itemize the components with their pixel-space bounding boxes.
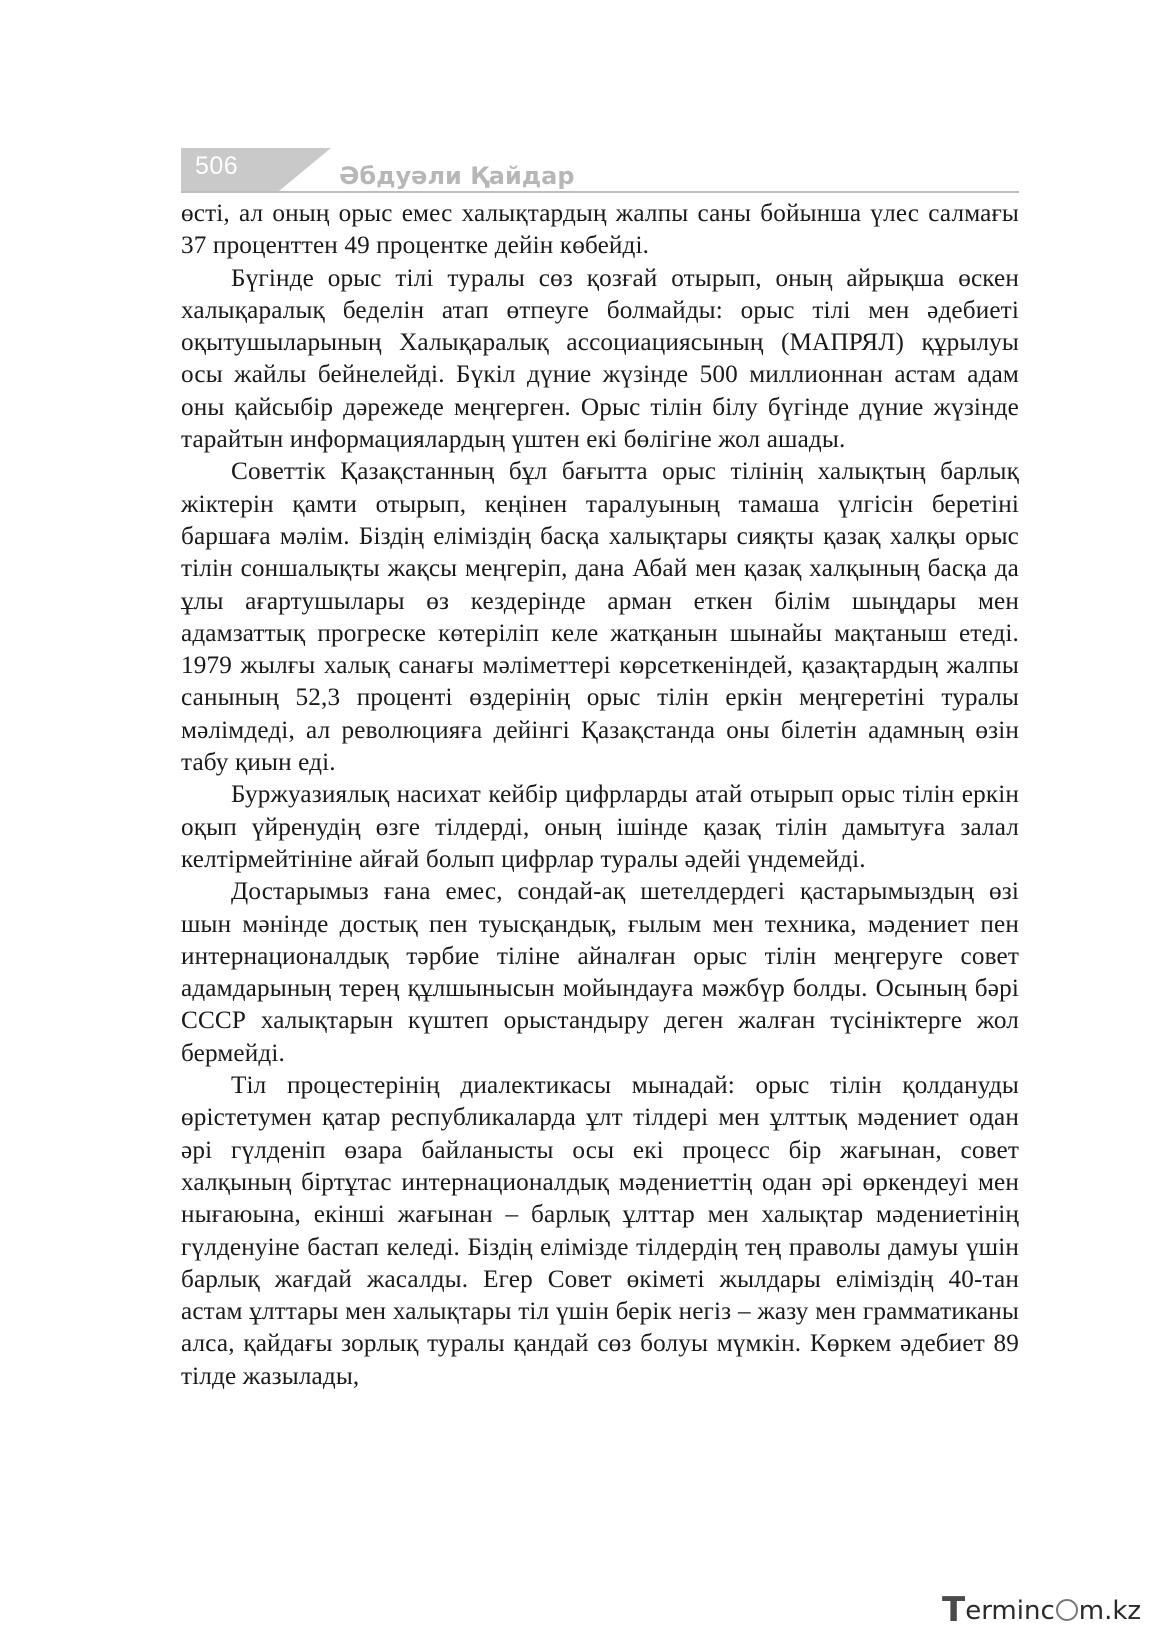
watermark-text-part2: m.kz [1078, 1596, 1142, 1626]
paragraph: өсті, ал оның орыс емес халықтардың жалпы саны бойынша үлес салмағы 37 проценттен 49 процентке дейін көбейді. [181, 200, 1019, 260]
body-text [181, 198, 1019, 1393]
header-rule [181, 191, 1019, 193]
watermark-initial: T [942, 1590, 966, 1630]
paragraph: Советтік Қазақстанның бұл бағытта орыс тілінің халықтың барлық жіктерін қамти отырып, кеңінен таралуының тамаша үлгісін беретіні баршаға мәлім. Біздің еліміздің басқа халықтары сияқты қазақ халқы орыс тілін соншалықты жақсы меңгеріп, дана Абай мен қазақ халқының басқа да ұлы ағартушылары өз кездерінде арман еткен білім шыңдары мен адамзаттық прогреске көтеріліп келе жатқанын шынайы мақтаныш етеді. 1979 жылғы халық санағы мәліметтері көрсеткеніндей, қазақтардың жалпы санының 52,3 проценті өздерінің орыс тілін еркін меңгеретіні туралы мәлімдеді, ал революцияға дейінгі Қазақстанда оны білетін адамның өзін табу қиын еді. [181, 458, 1019, 777]
paragraph: Тіл процестерінің диалектикасы мынадай: орыс тілін қолдануды өрістетумен қатар республикаларда ұлт тілдері мен ұлттық мәдениет одан әрі гүлденіп өзара байланысты осы екі процесс бір жағынан, совет халқының біртұтас интернационалдық мәдениеттің одан әрі өркендеуі мен нығаюына, екінші жағынан – барлық ұлттар мен халықтар мәдениетінің гүлденуіне бастап келеді. Біздің елімізде тілдердің тең праволы дамуы үшін барлық жағдай жасалды. Егер Совет өкіметі жылдары еліміздің 40-тан астам ұлттары мен халықтары тіл үшін берік негіз – жазу мен грамматиканы алса, қайдағы зорлық туралы қандай сөз болуы мүмкін. Көркем әдебиет 89 тілде жазылады, [181, 1072, 1019, 1390]
termincom-watermark [942, 1588, 1142, 1628]
paragraph: Буржуазиялық насихат кейбір цифрларды атай отырып орыс тілін еркін оқып үйренудің өзге тілдерді, оның ішінде қазақ тілін дамытуға залал келтірмейтініне айғай болып цифрлар туралы әдейі үндемейді. [181, 781, 1019, 873]
watermark-text-part1: erminc [965, 1596, 1055, 1626]
running-title: Әбдуәли Қайдар [339, 162, 575, 190]
paragraph: Достарымыз ғана емес, сондай-ақ шетелдердегі қастарымыздың өзі шын мәнінде достық пен туысқандық, ғылым мен техника, мәдениет пен интернационалдық тәрбие тіліне айналған орыс тілін меңгеруге совет адамдарының терең құлшынысын мойындауға мәжбүр болды. Осының бәрі СССР халықтарын күштеп орыстандыру деген жалған түсініктерге жол бермейді. [181, 878, 1019, 1067]
page-number: 506 [195, 152, 239, 180]
watermark-circle-icon [1056, 1599, 1078, 1621]
running-header [181, 148, 1019, 194]
header-wedge-decoration [279, 148, 331, 191]
paragraph: Бүгінде орыс тілі туралы сөз қозғай отырып, оның айрықша өскен халықаралық беделін атап өтпеуге болмайды: орыс тілі мен әдебиеті оқытушыларының Халықаралық ассоциациясының (МАПРЯЛ) құрылуы осы жайлы бейнелейді. Бүкіл дүние жүзінде 500 миллионнан астам адам оны қайсыбір дәрежеде меңгерген. Орыс тілін білу бүгінде дүние жүзінде тарайтын информациялардың үштен екі бөлігіне жол ашады. [181, 264, 1019, 454]
